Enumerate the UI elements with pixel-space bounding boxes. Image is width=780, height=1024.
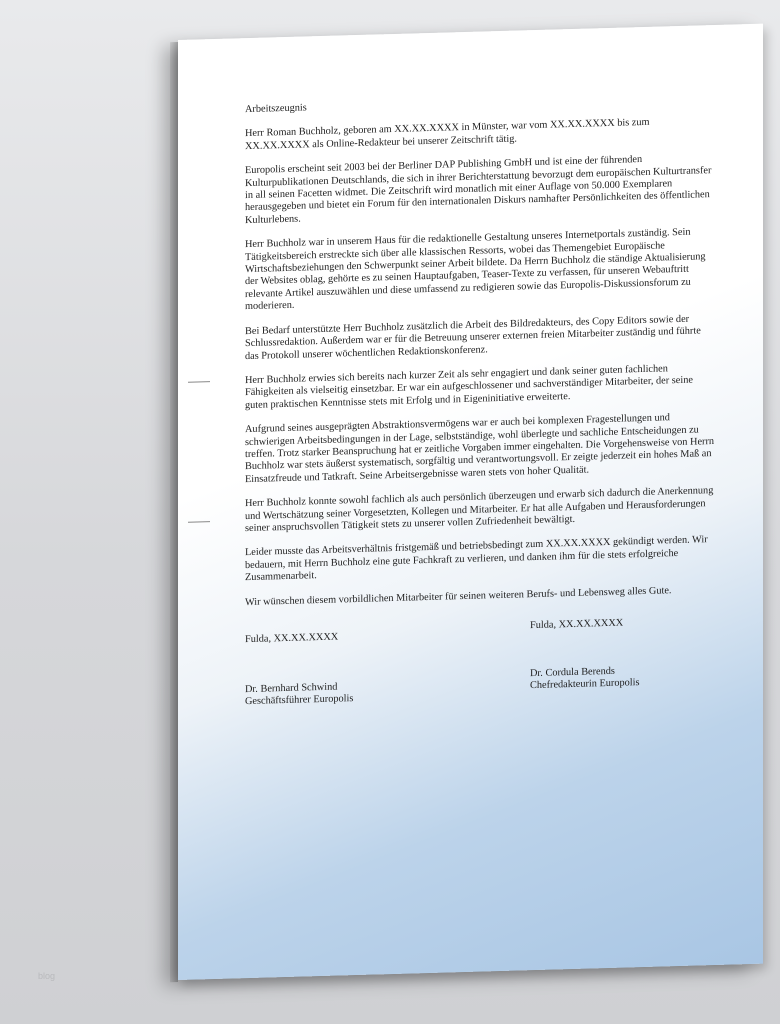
signature-right-role: Chefredakteurin Europolis — [530, 677, 640, 692]
signature-left-place-date: Fulda, XX.XX.XXXX — [245, 631, 339, 646]
paragraph-conduct: Herr Buchholz konnte sowohl fachlich als auch persönlich überzeugen und erwarb sich dadurch die Anerkennung und Wertschätzung seiner Vorgesetzten, Kollegen und Mitarbeiter. Er hat alle Aufgaben und Herausforderungen seiner anspruchsvollen Tätigkeit stets zu unserer vollen Zufriedenheit bewältigt. — [245, 485, 714, 535]
paragraph-duties: Herr Buchholz war in unserem Haus für die redaktionelle Gestaltung unseres Internetportals zuständig. Sein Tätigkeitsbereich erstreckte sich über alle klassischen Ressorts, wobei das Themengebiet Europäische Wirtschaftsbeziehungen den Schwerpunkt seiner Arbeit bildete. Da Herrn Buchholz die ständige Aktualisierung der Websites oblag, gehörte es zu seinen Hauptaufgaben, Teaser-Texte zu verfassen, für unseren Webauftritt relevante Artikel auszuwählen und diese umfassend zu redigieren sowie das Europolis-Diskussionsforum zu moderieren. — [245, 226, 706, 313]
paragraph-company: Europolis erscheint seit 2003 bei der Berliner DAP Publishing GmbH und ist eine der führenden Kulturpublikationen Deutschlands, die sich in ihrer Berichterstattung bevorzugt dem europäischen Kulturtransfer in all seinen Facetten widmet. Die Zeitschrift wird monatlich mit einer Auflage von 50.000 Exemplaren herausgegeben und bietet ein Forum für den internationalen Diskurs namhafter Persönlichkeiten des öffentlichen Kulturlebens. — [245, 154, 712, 226]
paragraph-additional-duties: Bei Bedarf unterstützte Herr Buchholz zusätzlich die Arbeit des Bildredakteurs, des Copy Editors sowie der Schlussredaktion. Außerdem war er für die Betreuung unserer externen freien Mitarbeiter zuständig und führte das Protokoll unserer wöchentlichen Redaktionskonferenz. — [245, 313, 701, 362]
signature-left — [245, 681, 353, 709]
paragraph-performance: Aufgrund seines ausgeprägten Abstraktionsvermögens war er auch bei komplexen Fragestellungen und schwierigen Arbeitsbedingungen in der Lage, selbstständige, wohl überlegte und sachliche Entscheidungen zu treffen. Trotz starker Beanspruchung hat er zeitliche Vorgaben immer eingehalten. Die Vorgehensweise von Herrn Buchholz war stets äußerst systematisch, sorgfältig und verantwortungsvoll. Er zeigte jederzeit ein hohes Maß an Einsatzfreude und Tatkraft. Seine Arbeitsergebnisse waren stets von hoher Qualität. — [245, 412, 715, 485]
signature-left-role: Geschäftsführer Europolis — [245, 693, 354, 708]
fold-mark-top — [188, 381, 210, 383]
signature-right-place-date: Fulda, XX.XX.XXXX — [530, 617, 624, 632]
signature-right-name: Dr. Cordula Berends — [530, 665, 615, 680]
paragraph-termination: Leider musste das Arbeitsverhältnis fristgemäß und betriebsbedingt zum XX.XX.XXXX gekündigt werden. Wir bedauern, mit Herrn Buchholz eine gute Fachkraft zu verlieren, und danken ihm für die stets erfolgreiche Zusammenarbeit. — [245, 534, 708, 584]
document-title: Arbeitszeugnis — [245, 102, 307, 116]
signature-left-name: Dr. Bernhard Schwind — [245, 681, 338, 696]
watermark-text: blog — [38, 971, 56, 981]
signature-right — [530, 665, 640, 693]
paragraph-skills: Herr Buchholz erwies sich bereits nach kurzer Zeit als sehr engagiert und dank seiner guten fachlichen Fähigkeiten als vielseitig einsetzbar. Er war ein aufgeschlossener und sachverständiger Mitarbeiter, der seine guten praktischen Kenntnisse stets mit Erfolg und in Eigeninitiative erweiterte. — [245, 363, 693, 411]
paragraph-employment: Herr Roman Buchholz, geboren am XX.XX.XXXX in Münster, war vom XX.XX.XXXX bis zum XX.XX.XXXX als Online-Redakteur bei unserer Zeitschrift tätig. — [245, 117, 650, 152]
paragraph-closing: Wir wünschen diesem vorbildlichen Mitarbeiter für seinen weiteren Berufs- und Lebensweg alles Gute. — [245, 584, 672, 608]
document-page — [178, 24, 763, 980]
fold-mark-bottom — [188, 521, 210, 523]
document-body — [245, 91, 715, 621]
